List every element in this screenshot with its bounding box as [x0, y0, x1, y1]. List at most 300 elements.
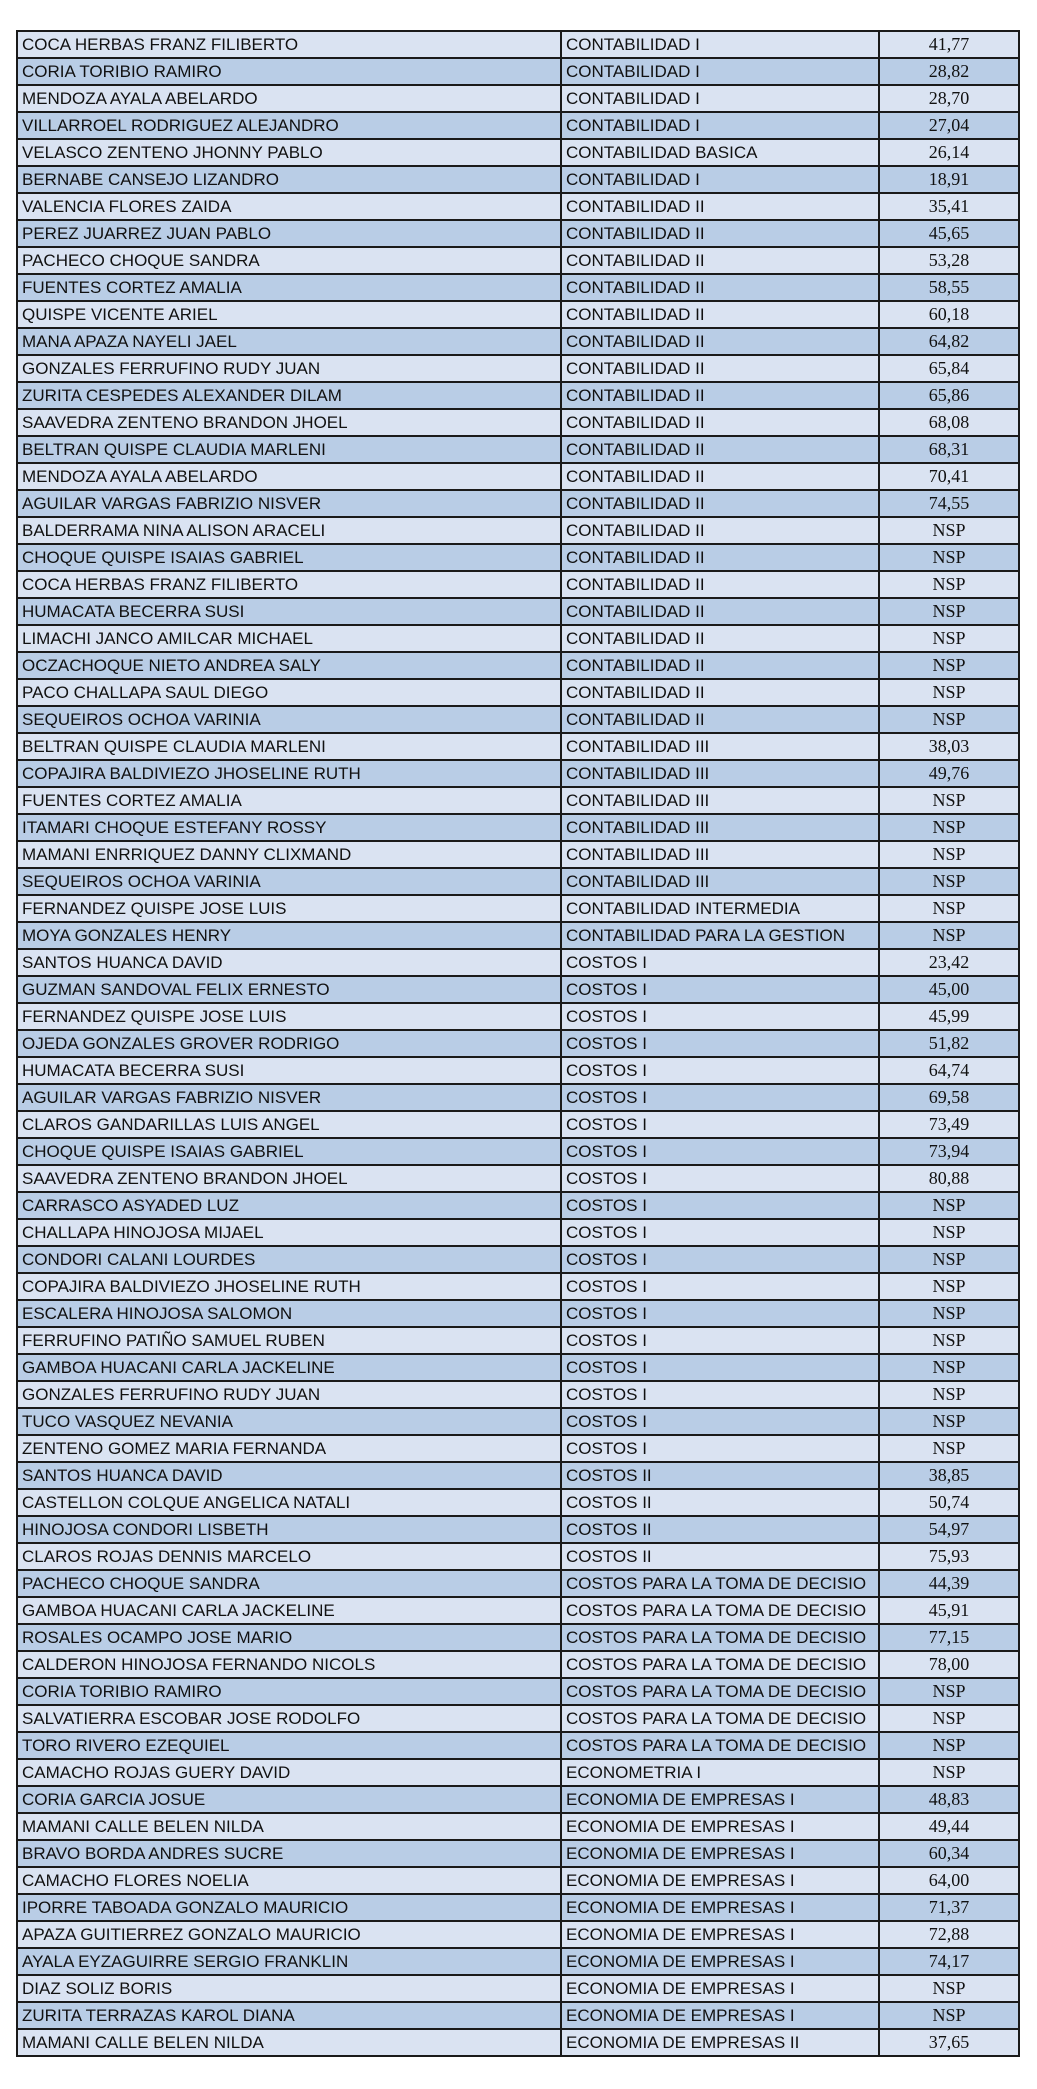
- table-row: [17, 949, 1019, 976]
- table-row: [17, 1705, 1019, 1732]
- subject-cell: CONTABILIDAD III: [561, 787, 879, 814]
- subject-cell: COSTOS I: [561, 949, 879, 976]
- subject-cell: CONTABILIDAD II: [561, 409, 879, 436]
- student-name-cell: PACHECO CHOQUE SANDRA: [17, 247, 561, 274]
- student-name-cell: SANTOS HUANCA DAVID: [17, 949, 561, 976]
- table-row: [17, 463, 1019, 490]
- grade-cell: 51,82: [879, 1030, 1019, 1057]
- subject-cell: CONTABILIDAD II: [561, 706, 879, 733]
- grade-cell: 73,49: [879, 1111, 1019, 1138]
- student-name-cell: COCA HERBAS FRANZ FILIBERTO: [17, 31, 561, 58]
- table-row: [17, 1030, 1019, 1057]
- student-name-cell: HUMACATA BECERRA SUSI: [17, 598, 561, 625]
- table-row: [17, 706, 1019, 733]
- student-name-cell: COPAJIRA BALDIVIEZO JHOSELINE RUTH: [17, 760, 561, 787]
- grade-cell: 60,34: [879, 1840, 1019, 1867]
- subject-cell: COSTOS I: [561, 1273, 879, 1300]
- table-row: [17, 31, 1019, 58]
- table-row: [17, 1003, 1019, 1030]
- subject-cell: CONTABILIDAD II: [561, 517, 879, 544]
- table-row: [17, 598, 1019, 625]
- grade-cell: NSP: [879, 1759, 1019, 1786]
- grade-cell: NSP: [879, 814, 1019, 841]
- student-name-cell: MENDOZA AYALA ABELARDO: [17, 85, 561, 112]
- student-name-cell: PEREZ JUARREZ JUAN PABLO: [17, 220, 561, 247]
- subject-cell: COSTOS PARA LA TOMA DE DECISIO: [561, 1732, 879, 1759]
- table-row: [17, 1408, 1019, 1435]
- student-name-cell: VELASCO ZENTENO JHONNY PABLO: [17, 139, 561, 166]
- table-row: [17, 166, 1019, 193]
- student-name-cell: CLAROS ROJAS DENNIS MARCELO: [17, 1543, 561, 1570]
- table-row: [17, 1651, 1019, 1678]
- student-name-cell: ZURITA CESPEDES ALEXANDER DILAM: [17, 382, 561, 409]
- student-name-cell: COCA HERBAS FRANZ FILIBERTO: [17, 571, 561, 598]
- student-name-cell: CALDERON HINOJOSA FERNANDO NICOLS: [17, 1651, 561, 1678]
- grade-cell: NSP: [879, 1246, 1019, 1273]
- table-row: [17, 2029, 1019, 2056]
- table-row: [17, 1057, 1019, 1084]
- grade-cell: 54,97: [879, 1516, 1019, 1543]
- table-row: [17, 1732, 1019, 1759]
- subject-cell: CONTABILIDAD II: [561, 193, 879, 220]
- student-name-cell: SEQUEIROS OCHOA VARINIA: [17, 706, 561, 733]
- subject-cell: CONTABILIDAD I: [561, 31, 879, 58]
- grade-cell: 69,58: [879, 1084, 1019, 1111]
- student-name-cell: CLAROS GANDARILLAS LUIS ANGEL: [17, 1111, 561, 1138]
- student-name-cell: CASTELLON COLQUE ANGELICA NATALI: [17, 1489, 561, 1516]
- table-row: [17, 193, 1019, 220]
- grades-table-body: [17, 31, 1019, 2056]
- subject-cell: ECONOMIA DE EMPRESAS I: [561, 1840, 879, 1867]
- student-name-cell: SEQUEIROS OCHOA VARINIA: [17, 868, 561, 895]
- grade-cell: 71,37: [879, 1894, 1019, 1921]
- grade-cell: NSP: [879, 598, 1019, 625]
- table-row: [17, 355, 1019, 382]
- subject-cell: CONTABILIDAD INTERMEDIA: [561, 895, 879, 922]
- subject-cell: ECONOMIA DE EMPRESAS I: [561, 2002, 879, 2029]
- grade-cell: 38,85: [879, 1462, 1019, 1489]
- student-name-cell: FUENTES CORTEZ AMALIA: [17, 274, 561, 301]
- subject-cell: CONTABILIDAD II: [561, 679, 879, 706]
- subject-cell: COSTOS PARA LA TOMA DE DECISIO: [561, 1624, 879, 1651]
- subject-cell: COSTOS PARA LA TOMA DE DECISIO: [561, 1570, 879, 1597]
- student-name-cell: TORO RIVERO EZEQUIEL: [17, 1732, 561, 1759]
- grade-cell: 80,88: [879, 1165, 1019, 1192]
- grades-table: [16, 30, 1020, 2057]
- table-row: [17, 787, 1019, 814]
- student-name-cell: VILLARROEL RODRIGUEZ ALEJANDRO: [17, 112, 561, 139]
- table-row: [17, 1624, 1019, 1651]
- grade-cell: 45,65: [879, 220, 1019, 247]
- grade-cell: 65,84: [879, 355, 1019, 382]
- table-row: [17, 85, 1019, 112]
- grade-cell: 77,15: [879, 1624, 1019, 1651]
- grade-cell: 48,83: [879, 1786, 1019, 1813]
- grade-cell: 37,65: [879, 2029, 1019, 2056]
- grade-cell: NSP: [879, 1435, 1019, 1462]
- table-row: [17, 1867, 1019, 1894]
- subject-cell: COSTOS I: [561, 1165, 879, 1192]
- table-row: [17, 112, 1019, 139]
- subject-cell: COSTOS I: [561, 1192, 879, 1219]
- student-name-cell: MENDOZA AYALA ABELARDO: [17, 463, 561, 490]
- grade-cell: NSP: [879, 841, 1019, 868]
- table-row: [17, 1948, 1019, 1975]
- table-row: [17, 301, 1019, 328]
- subject-cell: COSTOS I: [561, 1246, 879, 1273]
- student-name-cell: ZURITA TERRAZAS KAROL DIANA: [17, 2002, 561, 2029]
- student-name-cell: FERNANDEZ QUISPE JOSE LUIS: [17, 895, 561, 922]
- grade-cell: 64,74: [879, 1057, 1019, 1084]
- student-name-cell: ROSALES OCAMPO JOSE MARIO: [17, 1624, 561, 1651]
- student-name-cell: ZENTENO GOMEZ MARIA FERNANDA: [17, 1435, 561, 1462]
- table-row: [17, 436, 1019, 463]
- grade-cell: NSP: [879, 922, 1019, 949]
- table-row: [17, 1678, 1019, 1705]
- grade-cell: NSP: [879, 2002, 1019, 2029]
- student-name-cell: BERNABE CANSEJO LIZANDRO: [17, 166, 561, 193]
- grade-cell: 45,00: [879, 976, 1019, 1003]
- subject-cell: CONTABILIDAD III: [561, 868, 879, 895]
- table-row: [17, 1975, 1019, 2002]
- subject-cell: CONTABILIDAD II: [561, 328, 879, 355]
- table-row: [17, 1489, 1019, 1516]
- subject-cell: COSTOS II: [561, 1516, 879, 1543]
- student-name-cell: SAAVEDRA ZENTENO BRANDON JHOEL: [17, 1165, 561, 1192]
- subject-cell: ECONOMIA DE EMPRESAS I: [561, 1867, 879, 1894]
- grade-cell: 65,86: [879, 382, 1019, 409]
- student-name-cell: CHALLAPA HINOJOSA MIJAEL: [17, 1219, 561, 1246]
- grade-cell: NSP: [879, 517, 1019, 544]
- student-name-cell: MANA APAZA NAYELI JAEL: [17, 328, 561, 355]
- subject-cell: CONTABILIDAD II: [561, 436, 879, 463]
- table-row: [17, 1543, 1019, 1570]
- subject-cell: COSTOS I: [561, 1219, 879, 1246]
- student-name-cell: FERRUFINO PATIÑO SAMUEL RUBEN: [17, 1327, 561, 1354]
- subject-cell: CONTABILIDAD II: [561, 598, 879, 625]
- subject-cell: ECONOMIA DE EMPRESAS I: [561, 1921, 879, 1948]
- student-name-cell: GUZMAN SANDOVAL FELIX ERNESTO: [17, 976, 561, 1003]
- subject-cell: COSTOS II: [561, 1462, 879, 1489]
- subject-cell: COSTOS I: [561, 1138, 879, 1165]
- grade-cell: 28,82: [879, 58, 1019, 85]
- grade-cell: NSP: [879, 706, 1019, 733]
- student-name-cell: FUENTES CORTEZ AMALIA: [17, 787, 561, 814]
- grade-cell: 49,76: [879, 760, 1019, 787]
- subject-cell: CONTABILIDAD I: [561, 58, 879, 85]
- grade-cell: 60,18: [879, 301, 1019, 328]
- table-row: [17, 760, 1019, 787]
- student-name-cell: FERNANDEZ QUISPE JOSE LUIS: [17, 1003, 561, 1030]
- subject-cell: COSTOS I: [561, 1354, 879, 1381]
- grade-cell: 49,44: [879, 1813, 1019, 1840]
- grade-cell: 28,70: [879, 85, 1019, 112]
- student-name-cell: CAMACHO FLORES NOELIA: [17, 1867, 561, 1894]
- subject-cell: CONTABILIDAD II: [561, 625, 879, 652]
- student-name-cell: PACHECO CHOQUE SANDRA: [17, 1570, 561, 1597]
- table-row: [17, 1273, 1019, 1300]
- table-row: [17, 1327, 1019, 1354]
- student-name-cell: OCZACHOQUE NIETO ANDREA SALY: [17, 652, 561, 679]
- grade-cell: 35,41: [879, 193, 1019, 220]
- table-row: [17, 652, 1019, 679]
- grade-cell: 27,04: [879, 112, 1019, 139]
- grade-cell: NSP: [879, 571, 1019, 598]
- grade-cell: 68,31: [879, 436, 1019, 463]
- subject-cell: COSTOS I: [561, 1057, 879, 1084]
- subject-cell: COSTOS I: [561, 1327, 879, 1354]
- table-row: [17, 1192, 1019, 1219]
- grade-cell: NSP: [879, 679, 1019, 706]
- student-name-cell: IPORRE TABOADA GONZALO MAURICIO: [17, 1894, 561, 1921]
- student-name-cell: LIMACHI JANCO AMILCAR MICHAEL: [17, 625, 561, 652]
- subject-cell: COSTOS I: [561, 1300, 879, 1327]
- grade-cell: 50,74: [879, 1489, 1019, 1516]
- table-row: [17, 733, 1019, 760]
- subject-cell: CONTABILIDAD I: [561, 112, 879, 139]
- subject-cell: CONTABILIDAD II: [561, 544, 879, 571]
- subject-cell: COSTOS I: [561, 1003, 879, 1030]
- student-name-cell: SALVATIERRA ESCOBAR JOSE RODOLFO: [17, 1705, 561, 1732]
- student-name-cell: CONDORI CALANI LOURDES: [17, 1246, 561, 1273]
- grade-cell: 70,41: [879, 463, 1019, 490]
- student-name-cell: AYALA EYZAGUIRRE SERGIO FRANKLIN: [17, 1948, 561, 1975]
- grade-cell: 78,00: [879, 1651, 1019, 1678]
- student-name-cell: BALDERRAMA NINA ALISON ARACELI: [17, 517, 561, 544]
- table-row: [17, 1462, 1019, 1489]
- student-name-cell: GAMBOA HUACANI CARLA JACKELINE: [17, 1354, 561, 1381]
- grade-cell: 41,77: [879, 31, 1019, 58]
- student-name-cell: BELTRAN QUISPE CLAUDIA MARLENI: [17, 733, 561, 760]
- grade-cell: 53,28: [879, 247, 1019, 274]
- subject-cell: CONTABILIDAD II: [561, 274, 879, 301]
- student-name-cell: HINOJOSA CONDORI LISBETH: [17, 1516, 561, 1543]
- table-row: [17, 1165, 1019, 1192]
- subject-cell: ECONOMIA DE EMPRESAS I: [561, 1786, 879, 1813]
- table-row: [17, 490, 1019, 517]
- grade-cell: 73,94: [879, 1138, 1019, 1165]
- subject-cell: COSTOS I: [561, 1408, 879, 1435]
- subject-cell: CONTABILIDAD I: [561, 166, 879, 193]
- table-row: [17, 544, 1019, 571]
- grade-cell: NSP: [879, 787, 1019, 814]
- subject-cell: COSTOS I: [561, 1111, 879, 1138]
- table-row: [17, 1435, 1019, 1462]
- subject-cell: CONTABILIDAD II: [561, 247, 879, 274]
- table-row: [17, 220, 1019, 247]
- subject-cell: CONTABILIDAD II: [561, 463, 879, 490]
- subject-cell: COSTOS I: [561, 1084, 879, 1111]
- table-row: [17, 1894, 1019, 1921]
- table-row: [17, 1354, 1019, 1381]
- grade-cell: 64,00: [879, 1867, 1019, 1894]
- student-name-cell: GONZALES FERRUFINO RUDY JUAN: [17, 355, 561, 382]
- table-row: [17, 58, 1019, 85]
- subject-cell: ECONOMIA DE EMPRESAS I: [561, 1813, 879, 1840]
- grade-cell: NSP: [879, 1273, 1019, 1300]
- table-row: [17, 139, 1019, 166]
- table-row: [17, 679, 1019, 706]
- subject-cell: ECONOMIA DE EMPRESAS I: [561, 1948, 879, 1975]
- grade-cell: 26,14: [879, 139, 1019, 166]
- table-row: [17, 922, 1019, 949]
- table-row: [17, 517, 1019, 544]
- table-row: [17, 571, 1019, 598]
- grade-cell: NSP: [879, 625, 1019, 652]
- table-row: [17, 1219, 1019, 1246]
- subject-cell: ECONOMETRIA I: [561, 1759, 879, 1786]
- subject-cell: COSTOS I: [561, 1381, 879, 1408]
- grade-cell: NSP: [879, 1219, 1019, 1246]
- subject-cell: CONTABILIDAD BASICA: [561, 139, 879, 166]
- student-name-cell: GAMBOA HUACANI CARLA JACKELINE: [17, 1597, 561, 1624]
- table-row: [17, 841, 1019, 868]
- subject-cell: COSTOS PARA LA TOMA DE DECISIO: [561, 1651, 879, 1678]
- student-name-cell: OJEDA GONZALES GROVER RODRIGO: [17, 1030, 561, 1057]
- table-row: [17, 1840, 1019, 1867]
- grade-cell: 74,17: [879, 1948, 1019, 1975]
- subject-cell: CONTABILIDAD II: [561, 220, 879, 247]
- student-name-cell: COPAJIRA BALDIVIEZO JHOSELINE RUTH: [17, 1273, 561, 1300]
- table-row: [17, 1813, 1019, 1840]
- grade-cell: 38,03: [879, 733, 1019, 760]
- student-name-cell: ESCALERA HINOJOSA SALOMON: [17, 1300, 561, 1327]
- student-name-cell: MOYA GONZALES HENRY: [17, 922, 561, 949]
- table-row: [17, 868, 1019, 895]
- grade-cell: NSP: [879, 1975, 1019, 2002]
- table-row: [17, 1246, 1019, 1273]
- table-row: [17, 409, 1019, 436]
- subject-cell: CONTABILIDAD I: [561, 85, 879, 112]
- student-name-cell: CHOQUE QUISPE ISAIAS GABRIEL: [17, 1138, 561, 1165]
- subject-cell: CONTABILIDAD II: [561, 490, 879, 517]
- grade-cell: 75,93: [879, 1543, 1019, 1570]
- student-name-cell: TUCO VASQUEZ NEVANIA: [17, 1408, 561, 1435]
- table-row: [17, 1138, 1019, 1165]
- student-name-cell: ITAMARI CHOQUE ESTEFANY ROSSY: [17, 814, 561, 841]
- subject-cell: CONTABILIDAD II: [561, 355, 879, 382]
- subject-cell: COSTOS I: [561, 976, 879, 1003]
- grade-cell: 72,88: [879, 1921, 1019, 1948]
- subject-cell: CONTABILIDAD II: [561, 571, 879, 598]
- student-name-cell: SAAVEDRA ZENTENO BRANDON JHOEL: [17, 409, 561, 436]
- subject-cell: COSTOS PARA LA TOMA DE DECISIO: [561, 1705, 879, 1732]
- student-name-cell: MAMANI CALLE BELEN NILDA: [17, 1813, 561, 1840]
- student-name-cell: CORIA TORIBIO RAMIRO: [17, 58, 561, 85]
- grade-cell: NSP: [879, 1300, 1019, 1327]
- student-name-cell: BRAVO BORDA ANDRES SUCRE: [17, 1840, 561, 1867]
- table-row: [17, 274, 1019, 301]
- table-row: [17, 1921, 1019, 1948]
- grade-cell: NSP: [879, 868, 1019, 895]
- table-row: [17, 1300, 1019, 1327]
- subject-cell: CONTABILIDAD II: [561, 382, 879, 409]
- grade-cell: 45,91: [879, 1597, 1019, 1624]
- student-name-cell: MAMANI ENRRIQUEZ DANNY CLIXMAND: [17, 841, 561, 868]
- table-row: [17, 895, 1019, 922]
- subject-cell: CONTABILIDAD III: [561, 814, 879, 841]
- student-name-cell: PACO CHALLAPA SAUL DIEGO: [17, 679, 561, 706]
- student-name-cell: DIAZ SOLIZ BORIS: [17, 1975, 561, 2002]
- subject-cell: ECONOMIA DE EMPRESAS I: [561, 1975, 879, 2002]
- table-row: [17, 1084, 1019, 1111]
- subject-cell: CONTABILIDAD III: [561, 760, 879, 787]
- student-name-cell: SANTOS HUANCA DAVID: [17, 1462, 561, 1489]
- subject-cell: CONTABILIDAD PARA LA GESTION: [561, 922, 879, 949]
- student-name-cell: MAMANI CALLE BELEN NILDA: [17, 2029, 561, 2056]
- subject-cell: ECONOMIA DE EMPRESAS II: [561, 2029, 879, 2056]
- grade-cell: NSP: [879, 652, 1019, 679]
- grade-cell: NSP: [879, 1327, 1019, 1354]
- student-name-cell: AGUILAR VARGAS FABRIZIO NISVER: [17, 1084, 561, 1111]
- student-name-cell: CORIA GARCIA JOSUE: [17, 1786, 561, 1813]
- student-name-cell: GONZALES FERRUFINO RUDY JUAN: [17, 1381, 561, 1408]
- table-row: [17, 1516, 1019, 1543]
- table-row: [17, 976, 1019, 1003]
- grade-cell: NSP: [879, 1408, 1019, 1435]
- student-name-cell: CHOQUE QUISPE ISAIAS GABRIEL: [17, 544, 561, 571]
- grade-cell: NSP: [879, 1381, 1019, 1408]
- grade-cell: NSP: [879, 1732, 1019, 1759]
- grade-cell: NSP: [879, 544, 1019, 571]
- table-row: [17, 1381, 1019, 1408]
- table-row: [17, 247, 1019, 274]
- table-row: [17, 625, 1019, 652]
- student-name-cell: HUMACATA BECERRA SUSI: [17, 1057, 561, 1084]
- grade-cell: 44,39: [879, 1570, 1019, 1597]
- grade-cell: NSP: [879, 1354, 1019, 1381]
- table-row: [17, 1759, 1019, 1786]
- student-name-cell: CORIA TORIBIO RAMIRO: [17, 1678, 561, 1705]
- subject-cell: COSTOS I: [561, 1435, 879, 1462]
- subject-cell: COSTOS II: [561, 1543, 879, 1570]
- table-row: [17, 1786, 1019, 1813]
- student-name-cell: AGUILAR VARGAS FABRIZIO NISVER: [17, 490, 561, 517]
- student-name-cell: APAZA GUITIERREZ GONZALO MAURICIO: [17, 1921, 561, 1948]
- grade-cell: NSP: [879, 895, 1019, 922]
- student-name-cell: CAMACHO ROJAS GUERY DAVID: [17, 1759, 561, 1786]
- grade-cell: NSP: [879, 1705, 1019, 1732]
- student-name-cell: QUISPE VICENTE ARIEL: [17, 301, 561, 328]
- student-name-cell: VALENCIA FLORES ZAIDA: [17, 193, 561, 220]
- grade-cell: 18,91: [879, 166, 1019, 193]
- subject-cell: CONTABILIDAD III: [561, 733, 879, 760]
- table-row: [17, 328, 1019, 355]
- student-name-cell: CARRASCO ASYADED LUZ: [17, 1192, 561, 1219]
- table-row: [17, 1111, 1019, 1138]
- grade-cell: 23,42: [879, 949, 1019, 976]
- table-row: [17, 382, 1019, 409]
- subject-cell: COSTOS PARA LA TOMA DE DECISIO: [561, 1678, 879, 1705]
- grade-cell: 64,82: [879, 328, 1019, 355]
- subject-cell: COSTOS I: [561, 1030, 879, 1057]
- student-name-cell: BELTRAN QUISPE CLAUDIA MARLENI: [17, 436, 561, 463]
- subject-cell: CONTABILIDAD II: [561, 301, 879, 328]
- table-row: [17, 1570, 1019, 1597]
- subject-cell: COSTOS II: [561, 1489, 879, 1516]
- grade-cell: NSP: [879, 1192, 1019, 1219]
- table-row: [17, 1597, 1019, 1624]
- grade-cell: 74,55: [879, 490, 1019, 517]
- subject-cell: ECONOMIA DE EMPRESAS I: [561, 1894, 879, 1921]
- table-row: [17, 2002, 1019, 2029]
- grade-cell: 45,99: [879, 1003, 1019, 1030]
- table-row: [17, 814, 1019, 841]
- subject-cell: CONTABILIDAD II: [561, 652, 879, 679]
- grade-cell: 68,08: [879, 409, 1019, 436]
- subject-cell: COSTOS PARA LA TOMA DE DECISIO: [561, 1597, 879, 1624]
- grade-cell: 58,55: [879, 274, 1019, 301]
